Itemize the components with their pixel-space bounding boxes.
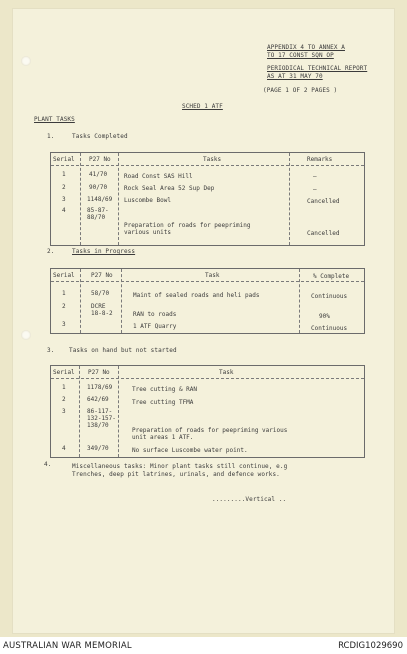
header-line-4: AS AT 31 MAY 70: [267, 73, 323, 80]
table-cell-p27: 86-117- 132-157- 138/70: [87, 408, 116, 429]
table-cell-p27: 349/70: [87, 445, 109, 452]
archive-footer: [0, 637, 407, 654]
tasks-in-progress-table: [50, 268, 365, 334]
continued-marker: .........Vertical ..: [212, 496, 287, 503]
table-cell-p27: DCRE 18-8-2: [91, 303, 113, 317]
punch-hole: [21, 330, 31, 340]
table-cell-task: Maint of sealed roads and heli pads: [133, 292, 260, 299]
table-cell-p27: 1178/69: [87, 384, 113, 391]
table-cell-p27: 85-87- 88/70: [87, 207, 109, 221]
section-2-number: 2.: [47, 248, 55, 255]
table-cell-serial: 4: [62, 207, 66, 214]
col-header-remarks: Remarks: [307, 156, 333, 163]
footer-id: RCDIG1029690: [338, 641, 403, 651]
table-cell-remarks: Cancelled: [307, 198, 340, 205]
section-1-number: 1.: [47, 133, 55, 140]
table-cell-serial: 3: [62, 408, 66, 415]
col-header-task: Task: [205, 272, 220, 279]
table-cell-task: Tree cutting & RAN: [132, 386, 198, 393]
tasks-not-started-table: [50, 365, 365, 458]
table-cell-remarks: –: [313, 186, 317, 193]
table-cell-serial: 3: [62, 321, 66, 328]
header-line-3: PERIODICAL TECHNICAL REPORT: [267, 65, 368, 72]
section-4-line-2: Trenches, deep pit latrines, urinals, and defence works.: [72, 471, 280, 478]
header-line-1: APPENDIX 4 TO ANNEX A: [267, 44, 345, 51]
section-3-heading: Tasks on hand but not started: [69, 347, 177, 354]
col-header-pct-complete: % Complete: [313, 273, 350, 280]
section-4-line-1: Miscellaneous tasks: Minor plant tasks still continue, e.g: [72, 463, 288, 470]
plant-tasks-heading: PLANT TASKS: [34, 116, 75, 123]
table-cell-task: Preparation of roads for peepriming various unit areas 1 ATF.: [132, 427, 288, 441]
table-cell-task: No surface Luscombe water point.: [132, 447, 248, 454]
table-cell-serial: 3: [62, 196, 66, 203]
table-cell-serial: 1: [62, 290, 66, 297]
table-cell-p27: 642/69: [87, 396, 109, 403]
table-cell-serial: 4: [62, 445, 66, 452]
table-cell-task: Tree cutting TFMA: [132, 399, 194, 406]
table-cell-pct: Continuous: [311, 325, 348, 332]
col-header-p27: P27 No: [89, 156, 111, 163]
document-page: [12, 8, 395, 634]
section-3-number: 3.: [47, 347, 55, 354]
table-cell-p27: 1148/69: [87, 196, 113, 203]
table-cell-task: Rock Seal Area 52 Sup Dep: [124, 185, 215, 192]
table-cell-task: Road Const SAS Hill: [124, 173, 193, 180]
table-cell-task: 1 ATF Quarry: [133, 323, 177, 330]
table-cell-remarks: Cancelled: [307, 230, 340, 237]
section-4-number: 4.: [44, 461, 52, 468]
col-header-p27: P27 No: [88, 369, 110, 376]
section-1-heading: Tasks Completed: [72, 133, 128, 140]
table-cell-serial: 2: [62, 396, 66, 403]
punch-hole: [21, 56, 31, 66]
table-cell-task: RAN to roads: [133, 311, 177, 318]
col-header-task: Task: [219, 369, 234, 376]
table-cell-p27: 90/70: [89, 184, 108, 191]
document-title: SCHED 1 ATF: [182, 103, 223, 110]
section-2-heading: Tasks in Progress: [72, 248, 136, 255]
table-cell-remarks: –: [313, 173, 317, 180]
tasks-completed-table: [50, 152, 365, 246]
col-header-p27: P27 No: [91, 272, 113, 279]
table-cell-task: Preparation of roads for peepriming various units: [124, 222, 251, 236]
table-cell-p27: 41/70: [89, 171, 108, 178]
table-cell-serial: 2: [62, 184, 66, 191]
table-cell-task: Luscombe Bowl: [124, 197, 171, 204]
page-indicator: (PAGE 1 OF 2 PAGES ): [263, 87, 338, 94]
table-cell-p27: 58/70: [91, 290, 110, 297]
footer-source: AUSTRALIAN WAR MEMORIAL: [3, 641, 132, 651]
col-header-tasks: Tasks: [203, 156, 222, 163]
table-cell-pct: 90%: [319, 313, 330, 320]
col-header-serial: Serial: [53, 156, 75, 163]
table-cell-serial: 1: [62, 171, 66, 178]
table-cell-pct: Continuous: [311, 293, 348, 300]
col-header-serial: Serial: [53, 369, 75, 376]
col-header-serial: Serial: [53, 272, 75, 279]
header-line-2: TO 17 CONST SQN OP: [267, 52, 334, 59]
table-cell-serial: 2: [62, 303, 66, 310]
table-cell-serial: 1: [62, 384, 66, 391]
